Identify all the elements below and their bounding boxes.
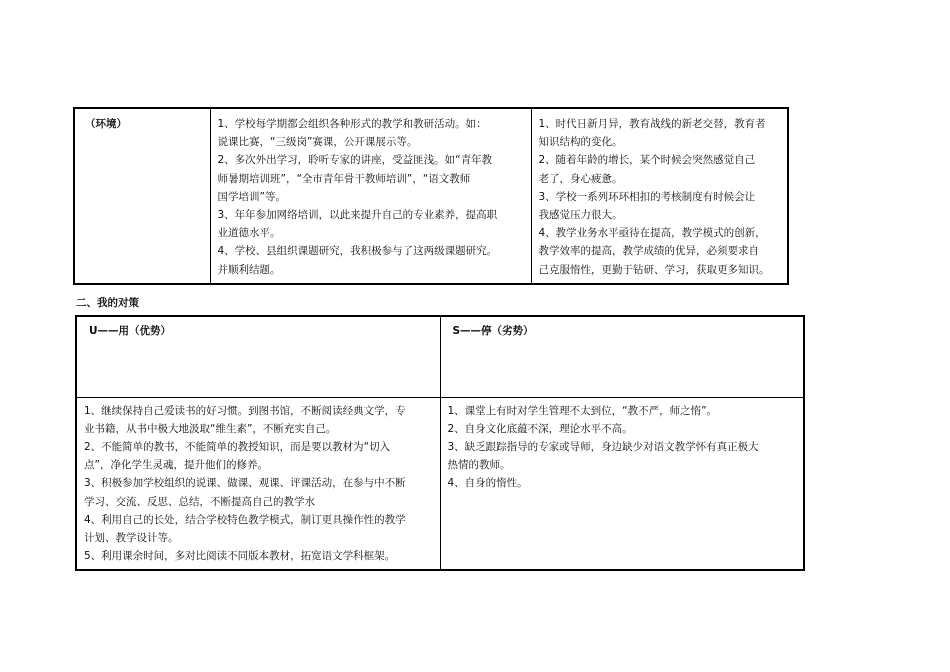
text-line: 3、学校一系列环环相扣的考核制度有时候会让 bbox=[538, 190, 756, 203]
table-header-row bbox=[76, 316, 804, 397]
text-line: 计划、教学设计等。 bbox=[84, 531, 179, 544]
opportunities-cell bbox=[210, 108, 531, 284]
environment-label: （环境） bbox=[74, 108, 210, 284]
text-line: 老了，身心疲惫。 bbox=[538, 172, 623, 185]
text-line: 2、多次外出学习，聆听专家的讲座，受益匪浅。如“青年教 bbox=[217, 154, 493, 167]
text-line: 学习、交流、反思、总结，不断提高自己的教学水 bbox=[84, 495, 315, 508]
environment-table bbox=[73, 107, 789, 285]
strengths-cell bbox=[76, 397, 440, 570]
table-row bbox=[76, 397, 804, 570]
table-row bbox=[74, 108, 788, 284]
text-line: 教学效率的提高，教学成绩的优异，必须要求自 bbox=[538, 245, 759, 258]
text-line: 2、自身文化底蕴不深，理论水平不高。 bbox=[447, 422, 633, 435]
text-line: 4、自身的惰性。 bbox=[447, 477, 528, 490]
text-line: 国学培训”等。 bbox=[217, 190, 286, 203]
strategy-table bbox=[75, 315, 805, 571]
text-line: 说课比赛，“三级岗”赛课，公开课展示等。 bbox=[217, 136, 418, 149]
text-line: 1、课堂上有时对学生管理不太到位，“教不严，师之惰”。 bbox=[447, 404, 718, 417]
strengths-header: U——用（优势） bbox=[76, 316, 440, 397]
weaknesses-header: S——停（劣势） bbox=[440, 316, 804, 397]
section-title: 二、我的对策 bbox=[76, 297, 139, 309]
text-line: 业道德水平。 bbox=[217, 227, 281, 240]
text-line: 1、时代日新月异，教育战线的新老交替，教育者 bbox=[538, 118, 766, 130]
text-line: 3、积极参加学校组织的说课、做课、观课、评课活动，在参与中不断 bbox=[84, 477, 406, 490]
text-line: 我感觉压力很大。 bbox=[538, 209, 623, 222]
text-line: 1、学校每学期都会组织各种形式的教学和教研活动。如： bbox=[217, 118, 487, 130]
text-line: 点”，净化学生灵魂，提升他们的修养。 bbox=[84, 459, 268, 472]
text-line: 2、不能简单的教书，不能简单的教授知识，而是要以教材为“切入 bbox=[84, 440, 391, 453]
text-line: 4、教学业务水平亟待在提高，教学模式的创新， bbox=[538, 227, 766, 240]
text-line: 2、随着年龄的增长，某个时候会突然感觉自己 bbox=[538, 154, 756, 167]
text-line: 业书籍，从书中极大地汲取“维生素”，不断充实自己。 bbox=[84, 422, 337, 435]
text-line: 5、利用课余时间，多对比阅读不同版本教材，拓宽语文学科框架。 bbox=[84, 550, 396, 563]
text-line: 热情的教师。 bbox=[447, 459, 511, 472]
text-line: 知识结构的变化。 bbox=[538, 136, 623, 149]
text-line: 1、继续保持自己爱读书的好习惯。到图书馆，不断阅读经典文学，专 bbox=[84, 404, 406, 417]
weaknesses-cell bbox=[440, 397, 804, 570]
text-line: 己克服惰性，更勤于钻研、学习，获取更多知识。 bbox=[538, 263, 770, 276]
text-line: 师暑期培训班”，“全市青年骨干教师培训”，“语文教师 bbox=[217, 172, 471, 185]
text-line: 3、年年参加网络培训，以此来提升自己的专业素养，提高职 bbox=[217, 209, 498, 222]
text-line: 4、利用自己的长处，结合学校特色教学模式，制订更具操作性的教学 bbox=[84, 513, 406, 526]
threats-cell bbox=[531, 108, 788, 284]
text-line: 3、缺乏跟踪指导的专家或导师，身边缺少对语文教学怀有真正极大 bbox=[447, 440, 759, 453]
text-line: 4、学校、县组织课题研究，我积极参与了这两级课题研究。 bbox=[217, 245, 498, 258]
text-line: 并顺利结题。 bbox=[217, 263, 281, 276]
